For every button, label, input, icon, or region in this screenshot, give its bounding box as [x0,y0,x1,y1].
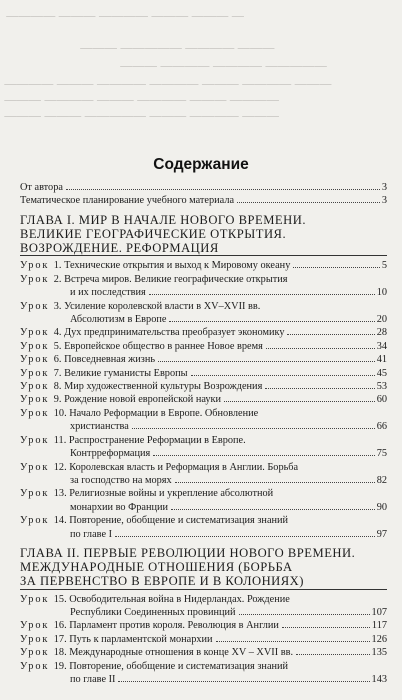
lesson-title: 1. Технические открытия и выход к Мировому океану [53,260,291,272]
lesson-title: 9. Рождение новой европейской науки [53,394,222,406]
lesson-title: Контрреформация [70,448,151,460]
dot-leader [171,509,375,510]
page-title: Содержание [153,156,249,173]
toc-entry: Тематическое планирование учебного материала 3 [20,195,387,207]
toc-entry [20,633,387,646]
lesson-title: 19. Повторение, обобщение и систематизация знаний [53,660,289,672]
lesson-label: Урок [20,394,50,406]
dot-leader [282,627,370,628]
page-number: 107 [371,606,387,618]
toc-entry: От автора 3 [20,182,387,193]
toc-entry [20,501,387,514]
lesson-title: 2. Встреча миров. Великие географические открытия [53,273,288,285]
lesson-label: Урок [20,367,50,379]
lesson-label: Урок [20,633,50,645]
dot-leader [266,348,375,349]
lesson-label: Урок [20,515,50,527]
lesson-label: Урок [20,620,50,632]
toc-entry [20,367,387,380]
toc-entry [20,313,387,326]
chapter-title-line: МЕЖДУНАРОДНЫЕ ОТНОШЕНИЯ (БОРЬБА [20,560,293,575]
page-number: 135 [371,647,387,659]
toc-entry [20,286,387,299]
lesson-label: Урок [20,300,50,312]
page-number: 66 [376,421,387,433]
dot-leader [224,401,375,402]
dot-leader [216,641,370,642]
toc-entry [20,393,387,406]
toc-entry [20,461,387,474]
dot-leader [296,654,370,655]
lesson-title: 8. Мир художественной культуры Возрождения [53,381,263,393]
lesson-label: Урок [20,273,50,285]
lesson-title: 12. Королевская власть и Реформация в Англии. Борьба [53,461,299,473]
lesson-label: Урок [20,407,50,419]
page-number: 90 [376,501,387,513]
lesson-label: Урок [20,461,50,473]
chapter-title-line: ЗА ПЕРВЕНСТВО В ЕВРОПЕ И В КОЛОНИЯХ) [20,574,387,589]
lesson-label: Урок [20,647,50,659]
chapter-title-line: ГЛАВА II. ПЕРВЫЕ РЕВОЛЮЦИИ НОВОГО ВРЕМЕНИ. [20,545,356,560]
toc-entry [20,353,387,366]
toc-entry [20,326,387,339]
chapter-title-line: ВЕЛИКИЕ ГЕОГРАФИЧЕСКИЕ ОТКРЫТИЯ. [20,227,287,242]
toc-entry [20,420,387,433]
lesson-title: 11. Распространение Реформации в Европе. [53,434,246,446]
page-number: 60 [376,394,387,406]
lesson-title: 10. Начало Реформации в Европе. Обновление [53,407,259,419]
toc-entry [20,447,387,460]
page-number: 28 [376,327,387,339]
toc-entry [20,434,387,447]
dot-leader [118,681,369,682]
lesson-title: по главе I [70,528,113,540]
chapter-title-line: ВОЗРОЖДЕНИЕ. РЕФОРМАЦИЯ [20,241,387,256]
toc-entry [20,487,387,500]
dot-leader [153,455,374,456]
lesson-label: Урок [20,381,50,393]
lesson-title: 16. Парламент против короля. Революция в Англии [53,620,279,632]
dot-leader [169,321,374,322]
lesson-title: Абсолютизм в Европе [70,314,167,326]
lesson-title: 7. Великие гуманисты Европы [53,367,188,379]
lesson-label: Урок [20,660,50,672]
dot-leader [158,361,375,362]
toc-entry [20,340,387,353]
lesson-title: по главе II [70,674,116,685]
bleed-through-text: — ——— ——— ———— ——— ———— ——— ———— ————— ——— ————— ———— ———— ——— ——— ———— ——— ———— ———— ——— ———— ———— ——— ———— ——— ———— ——— ——— ———— ——— ————— ——— ——— [4,8,332,122]
lesson-title: за господство на морях [70,474,172,486]
lesson-title: 17. Путь к парламентской монархии [53,633,213,645]
toc-entry [20,673,387,686]
lesson-title: монархии во Франции [70,501,169,513]
toc-entry [20,593,387,606]
lesson-label: Урок [20,327,50,339]
dot-leader [115,536,375,537]
page-number: 143 [371,674,387,685]
page-number: 82 [376,474,387,486]
toc-entry [20,474,387,487]
table-of-contents [20,181,387,686]
lesson-label: Урок [20,354,50,366]
lesson-title: 6. Повседневная жизнь [53,354,156,366]
page-number: 10 [376,287,387,299]
page-number: 41 [376,354,387,366]
dot-leader [175,482,375,483]
dot-leader [149,294,375,295]
page-number: 117 [371,620,387,632]
lesson-label: Урок [20,260,50,272]
lesson-label: Урок [20,593,50,605]
lesson-title: 13. Религиозные войны и укрепление абсолютной [53,488,274,500]
toc-entry [20,606,387,619]
chapter-heading [20,213,387,257]
page-number: 53 [376,381,387,393]
lesson-title: 3. Усиление королевской власти в XV–XVII вв. [53,300,261,312]
lesson-title: 18. Международные отношения в конце XV – XVII вв. [53,647,294,659]
lesson-title: Республики Соединенных провинций [70,606,236,618]
lesson-title: 5. Европейское общество в раннее Новое время [53,340,263,352]
lesson-label: Урок [20,434,50,446]
chapter-heading [20,546,387,590]
toc-entry [20,380,387,393]
dot-leader [287,334,374,335]
dot-leader [191,375,375,376]
lesson-title: 15. Освободительная война в Нидерландах. Рождение [53,593,290,605]
chapter-title-line: ГЛАВА I. МИР В НАЧАЛЕ НОВОГО ВРЕМЕНИ. [20,212,306,227]
lesson-label: Урок [20,340,50,352]
dot-leader [239,614,370,615]
toc-entry [20,646,387,659]
page-number: 5 [381,260,387,272]
lesson-title: христианства [70,421,129,433]
toc-entry [20,300,387,313]
lesson-title: и их последствия [70,287,146,299]
lesson-label: Урок [20,488,50,500]
dot-leader [293,267,380,268]
dot-leader [237,202,380,203]
lesson-title: 4. Дух предпринимательства преобразует экономику [53,327,285,339]
toc-entry [20,273,387,286]
page-number: 20 [376,314,387,326]
page-number: 75 [376,448,387,460]
page-number: 126 [371,633,387,645]
toc-entry [20,528,387,541]
page-number: 3 [381,195,387,207]
toc-entry [20,514,387,527]
lesson-title: 14. Повторение, обобщение и систематизация знаний [53,515,289,527]
toc-entry [20,407,387,420]
toc-entry [20,619,387,632]
toc-entry [20,660,387,673]
dot-leader [132,428,375,429]
dot-leader [66,189,380,190]
page-number: 45 [376,367,387,379]
page-number: 3 [381,182,387,193]
toc-entry [20,259,387,272]
page-number: 97 [376,528,387,540]
dot-leader [265,388,374,389]
page-number: 34 [376,340,387,352]
